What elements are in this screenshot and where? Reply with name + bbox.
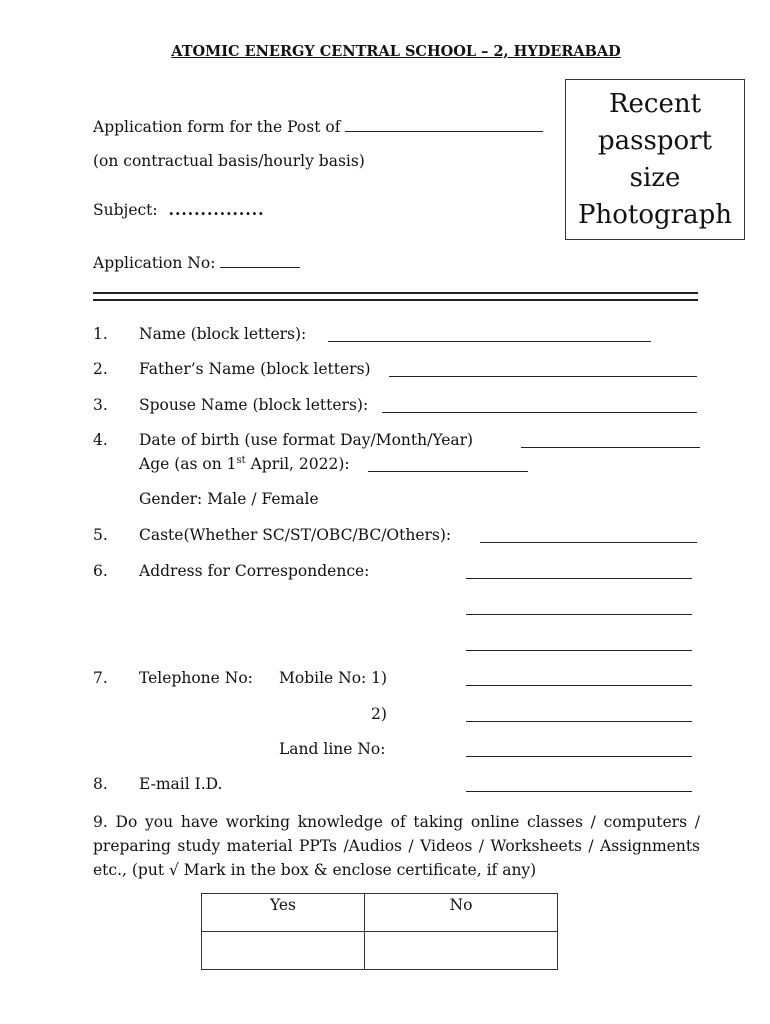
post-label: Application form for the Post of (93, 118, 341, 136)
field-1-label: Name (block letters): (139, 325, 307, 343)
spouse-name-input[interactable] (382, 412, 697, 413)
post-input[interactable] (345, 117, 543, 132)
photo-line-3: size (629, 162, 681, 193)
mobile-label: Mobile No: 1) (279, 669, 388, 687)
father-name-input[interactable] (389, 376, 697, 377)
separator-line (93, 292, 698, 301)
field-7-num: 7. (93, 669, 108, 687)
field-1-num: 1. (93, 325, 108, 343)
photo-box[interactable] (565, 79, 745, 240)
subject-row (93, 200, 265, 219)
app-no-input[interactable] (220, 253, 300, 268)
yes-header: Yes (202, 894, 365, 932)
school-title: ATOMIC ENERGY CENTRAL SCHOOL – 2, HYDERABAD (171, 43, 621, 60)
field-6-num: 6. (93, 562, 108, 580)
dob-input[interactable] (521, 447, 700, 448)
address-input-3[interactable] (466, 650, 692, 651)
landline-label: Land line No: (279, 740, 386, 758)
photo-line-1: Recent (608, 88, 702, 119)
email-input[interactable] (466, 791, 692, 792)
address-input-2[interactable] (466, 614, 692, 615)
field-4-num: 4. (93, 431, 108, 449)
subject-label: Subject: (93, 201, 158, 219)
mobile-1-input[interactable] (466, 685, 692, 686)
no-checkbox-cell[interactable] (365, 932, 558, 970)
landline-input[interactable] (466, 756, 692, 757)
age-input[interactable] (368, 471, 528, 472)
field-2-label: Father’s Name (block letters) (139, 360, 371, 378)
name-input[interactable] (328, 341, 651, 342)
age-label-post: April, 2022): (245, 455, 350, 474)
field-3-label: Spouse Name (block letters): (139, 396, 369, 414)
field-7-label: Telephone No: (139, 669, 253, 687)
age-row (139, 455, 350, 473)
no-header: No (365, 894, 558, 932)
caste-input[interactable] (480, 542, 697, 543)
field-3-num: 3. (93, 396, 108, 414)
post-row (93, 117, 543, 136)
field-8-num: 8. (93, 775, 108, 793)
question-9-text: 9. Do you have working knowledge of taking online classes / computers / preparing study material PPTs /Audios / Videos / Worksheets / Assignments etc., (put √ Mark in the box & enclose certificate, if any) (93, 813, 700, 879)
mobile-2-label: 2) (371, 705, 387, 723)
gender-field[interactable]: Gender: Male / Female (139, 490, 319, 508)
yes-no-table (201, 893, 558, 970)
photo-line-2: passport (597, 125, 712, 156)
subject-input[interactable]: ............... (168, 200, 265, 219)
yes-checkbox-cell[interactable] (202, 932, 365, 970)
field-5-label: Caste(Whether SC/ST/OBC/BC/Others): (139, 526, 452, 544)
app-no-row (93, 253, 300, 272)
field-6-label: Address for Correspondence: (139, 562, 370, 580)
mobile-2-input[interactable] (466, 721, 692, 722)
field-4-label: Date of birth (use format Day/Month/Year) (139, 431, 474, 449)
photo-line-4: Photograph (578, 199, 732, 230)
basis-text: (on contractual basis/hourly basis) (93, 152, 365, 170)
address-input-1[interactable] (466, 578, 692, 579)
age-label-sup: st (236, 455, 246, 466)
age-label-pre: Age (as on 1 (139, 455, 237, 474)
field-8-label: E-mail I.D. (139, 775, 223, 793)
app-no-label: Application No: (93, 254, 216, 272)
field-5-num: 5. (93, 526, 108, 544)
field-2-num: 2. (93, 360, 108, 378)
